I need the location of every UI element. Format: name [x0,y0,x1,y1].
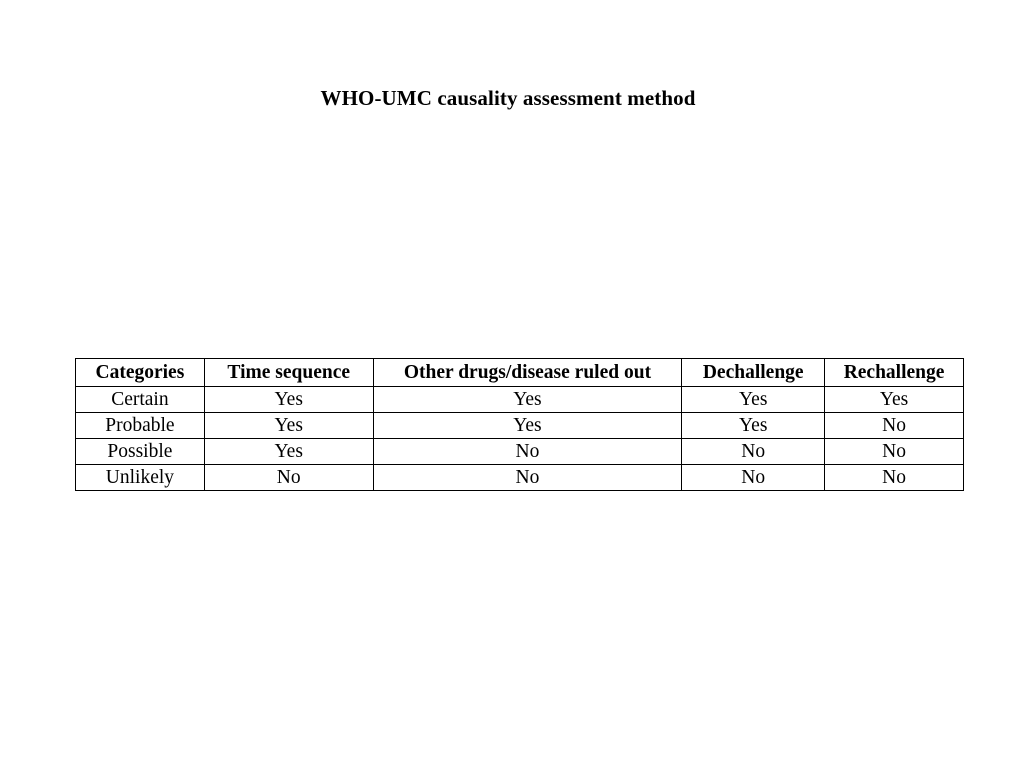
other-drugs-cell: Yes [373,387,682,413]
table-row [76,413,964,439]
dechallenge-cell: No [682,439,825,465]
header-time-sequence: Time sequence [204,359,373,387]
dechallenge-cell: Yes [682,387,825,413]
rechallenge-cell: Yes [825,387,964,413]
page-title: WHO-UMC causality assessment method [320,86,696,110]
rechallenge-cell: No [825,465,964,491]
category-cell: Possible [76,439,205,465]
time-sequence-cell: Yes [204,439,373,465]
header-rechallenge: Rechallenge [825,359,964,387]
other-drugs-cell: No [373,439,682,465]
table-row [76,387,964,413]
dechallenge-cell: Yes [682,413,825,439]
dechallenge-cell: No [682,465,825,491]
table-row [76,439,964,465]
category-cell: Probable [76,413,205,439]
time-sequence-cell: No [204,465,373,491]
header-categories: Categories [76,359,205,387]
header-other-drugs-disease-ruled-out: Other drugs/disease ruled out [373,359,682,387]
rechallenge-cell: No [825,413,964,439]
table-row [76,465,964,491]
other-drugs-cell: No [373,465,682,491]
time-sequence-cell: Yes [204,413,373,439]
time-sequence-cell: Yes [204,387,373,413]
table-header-row [76,359,964,387]
category-cell: Certain [76,387,205,413]
other-drugs-cell: Yes [373,413,682,439]
causality-table [75,358,964,491]
header-dechallenge: Dechallenge [682,359,825,387]
rechallenge-cell: No [825,439,964,465]
category-cell: Unlikely [76,465,205,491]
